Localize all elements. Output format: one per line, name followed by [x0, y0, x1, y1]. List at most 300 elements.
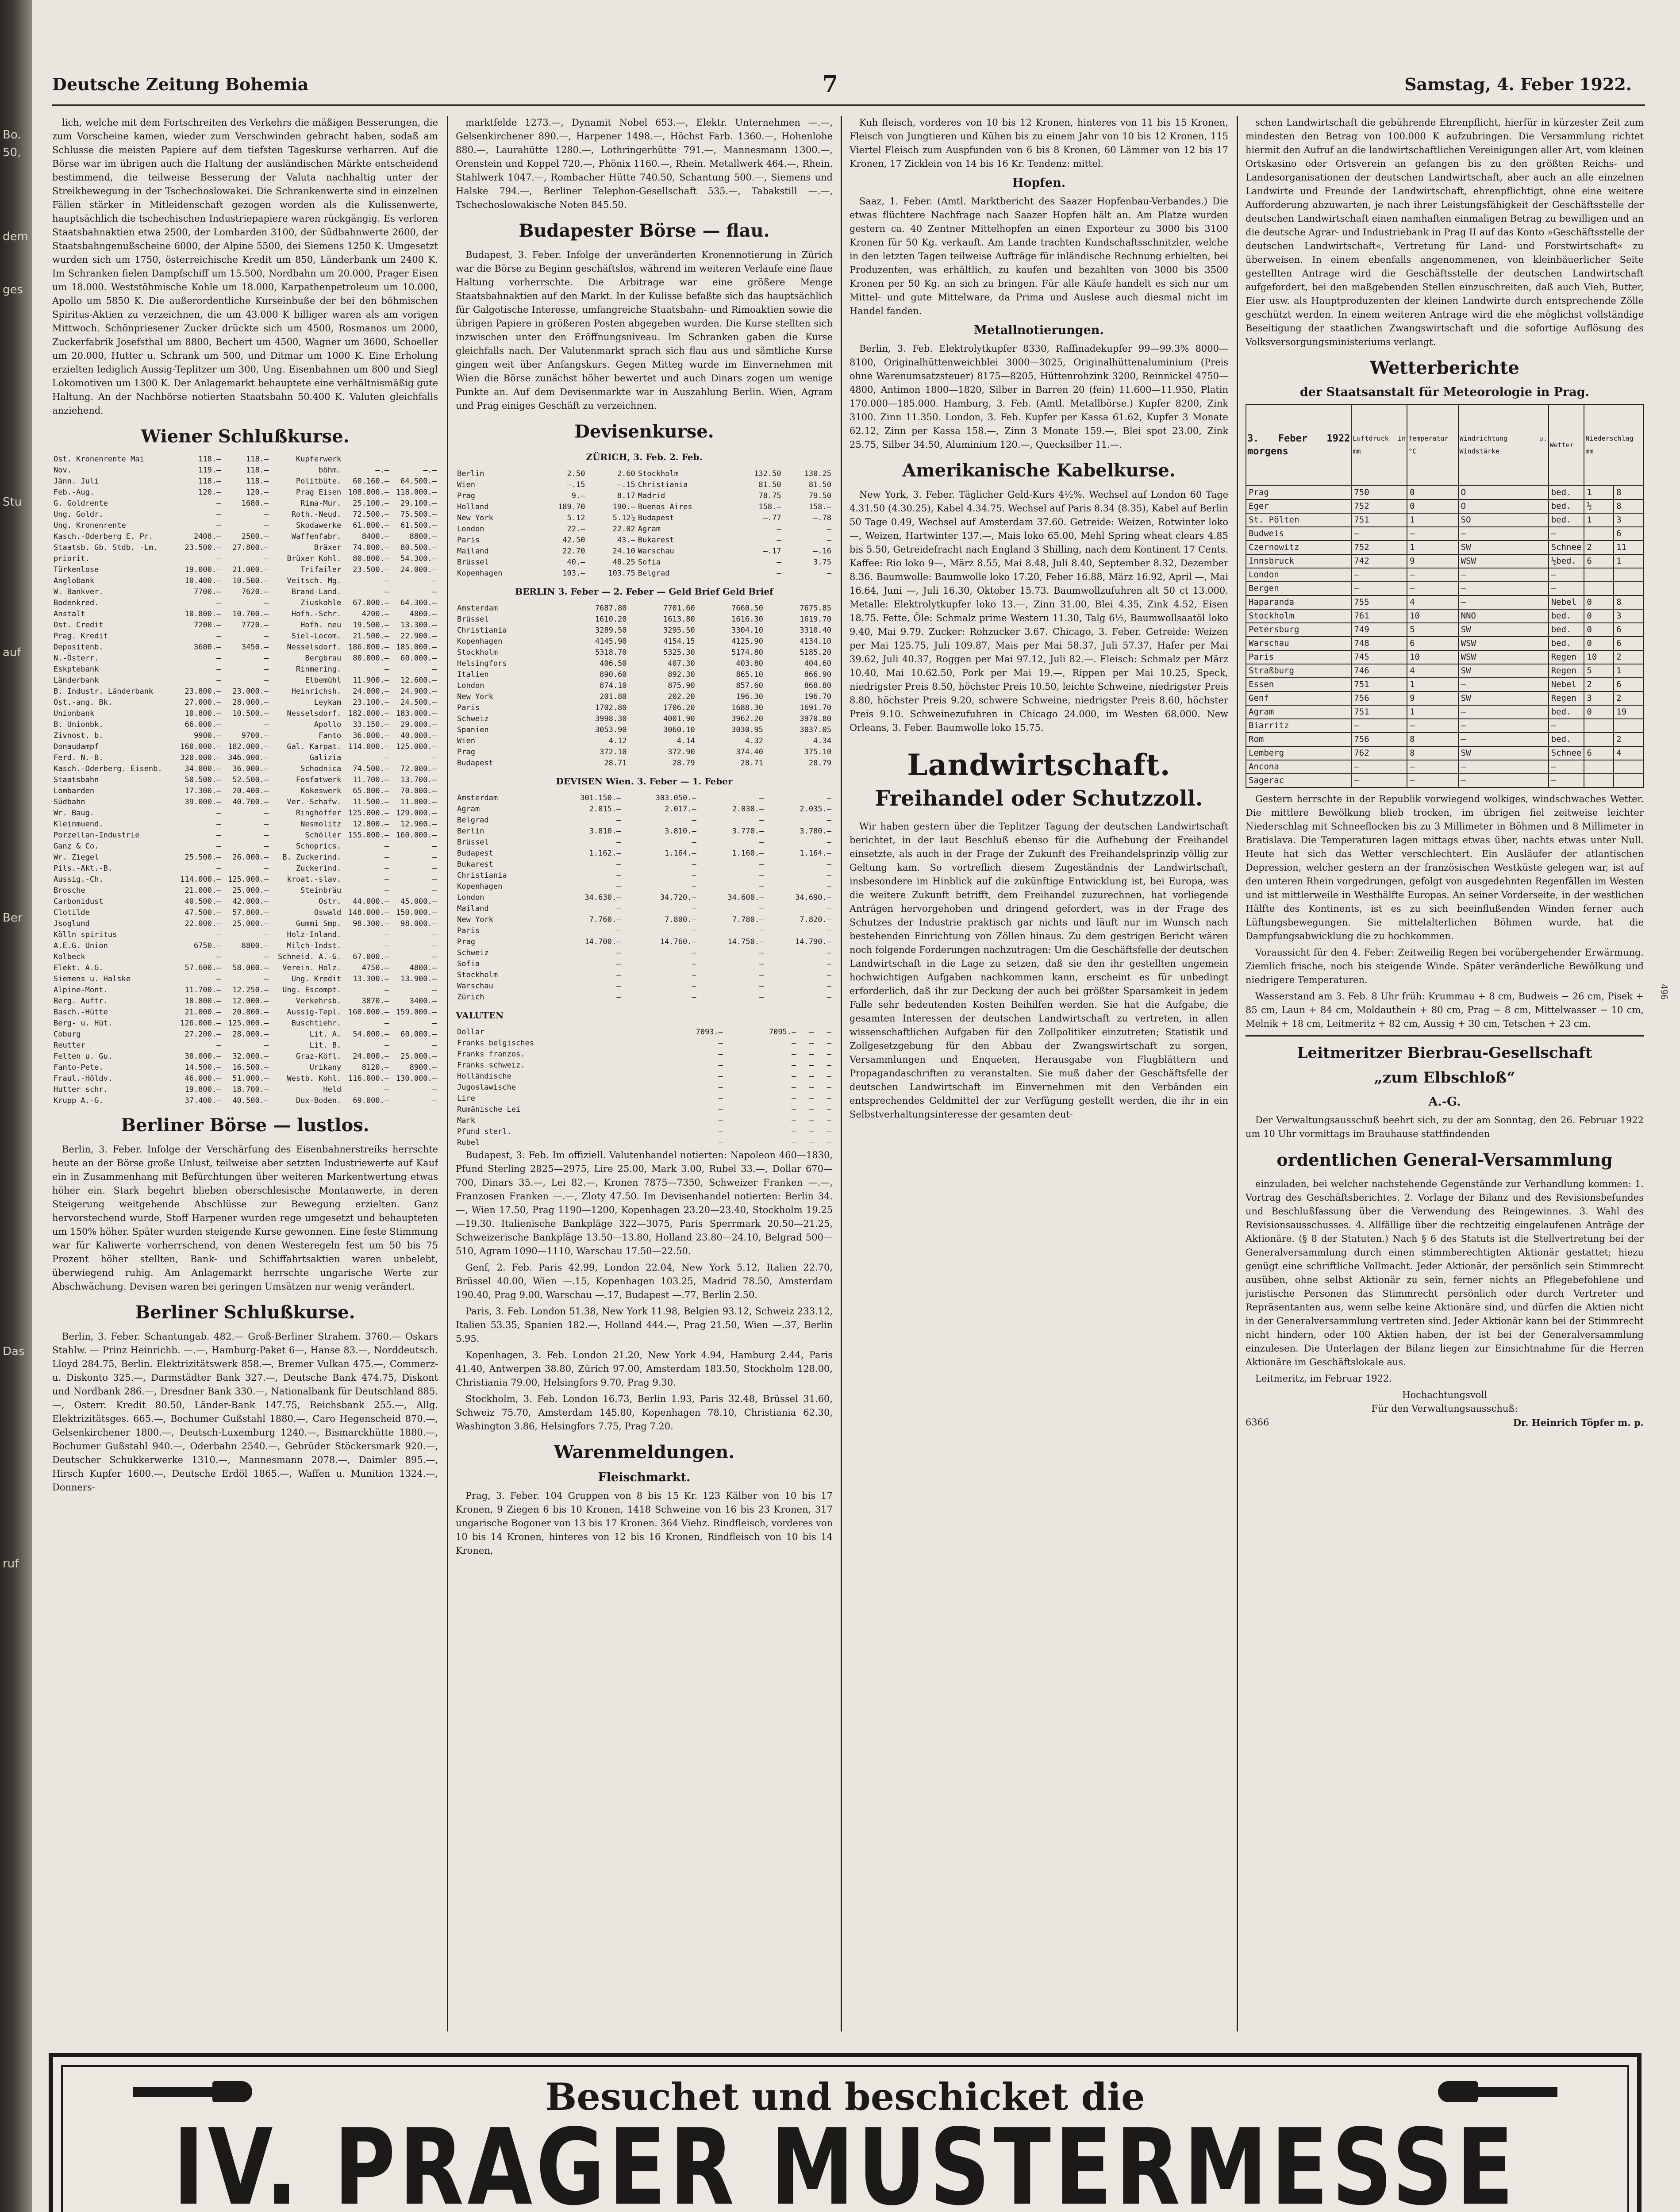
table-cell: 23.500.— — [353, 565, 389, 574]
notice-text: Der Verwaltungsausschuß beehrt sich, zu der am Sonntag, den 26. Februar 1922 um 10 Uhr vormittags im Brauhause stattfindenden — [1246, 1115, 1644, 1139]
table-cell: — — [692, 949, 696, 957]
table-row — [52, 1018, 438, 1029]
table-row — [52, 631, 438, 642]
table-cell: Berg- u. Hüt. — [54, 1019, 113, 1028]
table-row — [456, 1038, 833, 1049]
table-cell: 1 — [1584, 486, 1614, 499]
table-row — [456, 625, 833, 636]
table-cell: Eskptebank — [54, 665, 99, 674]
meat-market-continued: Kuh fleisch, vorderes von 10 bis 12 Kronen, hinteres von 11 bis 15 Kronen, Fleisch von Jungtieren und Kühen bis zu einem Jahr von 10 bis 12 Kronen, 115 Viertel Fleisch zum Auspfunden von 6 bis 8 Kronen, 60 Lämmer von 12 bis 17 Kronen, 17 Zicklein von 14 bis 16 Kr. Tendenz: mittel. — [850, 117, 1228, 169]
table-cell: — — [759, 794, 764, 803]
table-cell: Verkehrsb. — [296, 997, 342, 1006]
table-cell: — — [216, 809, 221, 818]
table-cell: — — [1549, 582, 1584, 595]
table-cell: Italien — [457, 670, 489, 679]
table-cell: — — [432, 941, 437, 950]
table-row — [52, 753, 438, 764]
table-cell: — — [264, 809, 269, 818]
table-cell: Türkenlose — [54, 565, 99, 574]
table-cell: 874.10 — [600, 681, 627, 690]
table-cell: 74.000.— — [353, 543, 389, 552]
masthead-title: Deutsche Zeitung Bohemia — [52, 74, 309, 94]
table-cell: Paris — [457, 536, 480, 545]
table-cell: Paris — [1246, 650, 1351, 664]
table-row — [52, 830, 438, 841]
table-cell: 13.300.— — [400, 621, 437, 630]
table-cell: 114.000.— — [180, 875, 221, 884]
table-cell: — — [759, 982, 764, 991]
table-cell: 756 — [1351, 691, 1407, 705]
table-cell: — — [809, 1094, 814, 1103]
table-cell: — — [384, 886, 389, 895]
table-cell: — — [384, 1085, 389, 1094]
table-cell: — — [1458, 582, 1549, 595]
table-cell: 751 — [1351, 705, 1407, 719]
notice-agenda-text: einzuladen, bei welcher nachstehende Gegenstände zur Verhandlung kommen: 1. Vortrag des Geschäftsberichtes. 2. Vorlage der Bilanz und des Revisionsbefundes und Beschlußfassung über die Verwendung des Reingewinnes. 3. Wahl des Revisionsausschusses. 4. Allfällige über die rechtzeitig eingelaufenen Anträge der Aktionäre. (§ 8 der Statuten.) Nach § 6 des Statuts ist die Stellvertretung bei der Generalversammlung durch einen stimmberechtigten Aktionär gestattet; hiezu genügt eine schriftliche Vollmacht. Jeder Aktionär, der persönlich sein Stimmrecht ausüben, ohne selbst Aktionär zu sein, ferner nichts an Pflegebefohlene und juristische Personen das Stimmrecht persönlich oder durch Vertreter und Repräsentanten aus, wenn selbe keine Aktionäre sind, und dürfen die Aktien nicht in der Generalversammlung vertreten sind. Jeder Aktionär kann bei der Stimmrecht nicht hindern, oder 100 Aktien haben, der ist bei der Generalversammlung einzulesen. Die Unterlagen der Bilanz liegen zur Einsichtnahme für die Herren Aktionäre im Geschäftslokale aus. — [1246, 1179, 1644, 1367]
table-cell: Prag — [1246, 486, 1351, 499]
water-level-text: Wasserstand am 3. Feb. 8 Uhr früh: Krummau + 8 cm, Budweis − 26 cm, Pisek + 85 cm, Laun + 84 cm, Moldauthein + 80 cm, Prag − 8 cm, Mittelwasser − 10 cm, Melnik + 18 cm, Leitmeritz + 82 cm, Aussig + 30 cm, Tetschen + 23 cm. — [1246, 991, 1644, 1029]
table-cell: 22.02 — [612, 525, 635, 534]
table-cell: Rumänische Lei — [457, 1105, 521, 1114]
table-row — [52, 476, 438, 487]
table-row — [52, 885, 438, 896]
table-cell: Nebel — [1549, 595, 1584, 609]
table-cell: 201.80 — [600, 692, 627, 701]
table-cell: 5 — [1584, 664, 1614, 678]
table-cell: NNO — [1458, 609, 1549, 623]
table-cell: — — [809, 1105, 814, 1114]
table-cell: Nesmolitz — [300, 820, 342, 829]
table-cell: Petersburg — [1246, 623, 1351, 637]
table-cell: 4800.— — [409, 964, 437, 972]
table-cell: 61.500.— — [400, 521, 437, 530]
table-cell: 28.71 — [740, 759, 763, 768]
table-cell: Nebel — [1549, 678, 1584, 691]
table-row — [456, 1082, 833, 1093]
table-cell: 40.500.— — [232, 1096, 269, 1105]
table-cell: —.77 — [763, 514, 781, 522]
table-cell: — — [384, 753, 389, 762]
table-cell: 5185.20 — [800, 648, 831, 657]
table-cell: —.15 — [617, 480, 635, 489]
table-cell: St. Pölten — [1246, 513, 1351, 527]
agriculture-heading: Landwirtschaft. — [907, 748, 1171, 782]
table-cell: 1706.20 — [663, 703, 695, 712]
table-cell: Paris — [457, 703, 480, 712]
table-cell: Jänn. Juli — [54, 477, 99, 486]
table-cell: 186.000.— — [348, 643, 389, 652]
table-cell: 28.000.— — [232, 698, 269, 707]
table-row — [52, 907, 438, 918]
table-cell: Prag — [457, 492, 475, 500]
table-cell: — — [1407, 774, 1458, 787]
table-cell: 12.250.— — [232, 986, 269, 995]
table-cell: Prag — [457, 937, 475, 946]
table-cell: Depositenb. — [54, 643, 104, 652]
table-cell: — — [1549, 527, 1584, 541]
table-cell: Ung. Kronenrente — [54, 521, 126, 530]
table-cell: 320.000.— — [180, 753, 221, 762]
table-cell: — — [1458, 733, 1549, 746]
table-cell: Coburg — [54, 1030, 81, 1039]
table-cell: — — [432, 986, 437, 995]
table-cell: 72.500.— — [353, 510, 389, 519]
table-cell: 118.— — [198, 455, 221, 464]
table-cell: 125.000.— — [348, 809, 389, 818]
table-cell: 26.000.— — [232, 853, 269, 862]
table-cell: 24.10 — [612, 547, 635, 556]
table-cell: 7.760.— — [589, 915, 621, 924]
table-cell: — — [432, 1096, 437, 1105]
table-cell: —.17 — [763, 547, 781, 556]
table-cell: Fanto-Pete. — [54, 1063, 104, 1072]
table-row — [1246, 513, 1643, 527]
table-cell: 8800.— — [409, 532, 437, 541]
table-cell: — — [809, 1138, 814, 1147]
table-cell: — — [216, 499, 221, 508]
table-cell: 34.690.— — [795, 893, 831, 902]
table-cell: — — [616, 860, 621, 869]
table-cell: Galizia — [309, 753, 342, 762]
table-cell: 42.50 — [562, 536, 585, 545]
genf-quotes-text: Genf, 2. Feb. Paris 42.99, London 22.04, New York 5.12, Italien 22.70, Brüssel 40.00, Wien —.15, Kopenhagen 103.25, Madrid 78.50, Amsterdam 190.40, Prag 9.00, Warschau —.17, Budapest —.77, Berlin 2.50. — [456, 1262, 833, 1300]
table-cell: — — [1458, 568, 1549, 582]
table-cell: 303.050.— — [655, 794, 696, 803]
section-heading: Wetterberichte — [1370, 357, 1519, 378]
table-cell — [1584, 527, 1614, 541]
table-cell: 11.700.— — [185, 986, 221, 995]
table-cell: 160.000.— — [348, 1008, 389, 1017]
table-row — [52, 565, 438, 576]
table-row — [52, 974, 438, 985]
table-row — [456, 859, 833, 870]
table-cell: — — [827, 904, 831, 913]
table-cell: Held — [323, 1085, 342, 1094]
table-cell: 1610.20 — [595, 615, 627, 624]
table-cell: 10.800.— — [185, 709, 221, 718]
table-cell: Lemberg — [1246, 746, 1351, 760]
table-row — [52, 985, 438, 996]
table-row — [52, 697, 438, 708]
table-cell: — — [1351, 568, 1407, 582]
table-cell: Buschtiehr. — [291, 1019, 342, 1028]
table-cell: — — [1549, 774, 1584, 787]
table-cell: — — [216, 1041, 221, 1050]
table-cell: Staatsbahn — [54, 776, 99, 784]
table-row — [52, 1029, 438, 1040]
table-cell: 74.500.— — [353, 764, 389, 773]
table-row — [52, 576, 438, 587]
table-cell: 39.000.— — [185, 798, 221, 806]
table-cell: 8800.— — [241, 941, 269, 950]
section-heading: Amerikanische Kabelkurse. — [902, 460, 1176, 481]
table-row — [1246, 568, 1643, 582]
table-cell: 3400.— — [409, 997, 437, 1006]
table-cell: Kasch.-Oderberg. Eisenb. — [54, 764, 162, 773]
table-cell: Basch.-Hütte — [54, 1008, 108, 1017]
table-cell: 4125.90 — [731, 637, 763, 646]
table-cell: — — [792, 1127, 796, 1136]
table-cell: 14.750.— — [727, 937, 764, 946]
table-cell: 65.800.— — [353, 787, 389, 795]
table-cell: 0 — [1584, 623, 1614, 637]
table-cell: Dux-Boden. — [296, 1096, 342, 1105]
table-cell: — — [718, 1050, 723, 1059]
table-cell: 3060.10 — [663, 726, 695, 734]
table-cell: — — [1458, 719, 1549, 733]
table-cell: — — [432, 930, 437, 939]
table-cell: — — [718, 1072, 723, 1081]
table-cell: — — [792, 1072, 796, 1081]
table-cell: — — [809, 1050, 814, 1059]
table-cell: — — [809, 1083, 814, 1092]
table-cell: Belgrad — [638, 569, 670, 578]
table-cell: Schoprics. — [296, 842, 342, 851]
table-cell: 120.— — [246, 488, 269, 497]
table-cell: — — [432, 1041, 437, 1050]
table-row — [52, 542, 438, 553]
table-cell: 5.12 — [567, 514, 585, 522]
table-cell: 868.80 — [804, 681, 831, 690]
table-cell: — — [718, 1105, 723, 1114]
table-cell: SO — [1458, 513, 1549, 527]
table-row — [456, 546, 833, 557]
table-cell: — — [216, 510, 221, 519]
table-cell: Alpine-Mont. — [54, 986, 108, 995]
table-cell: Kupferwerk — [296, 455, 342, 464]
table-cell: 10 — [1584, 650, 1614, 664]
table-row — [456, 491, 833, 502]
table-cell: 2 — [1584, 541, 1614, 554]
table-row — [456, 881, 833, 892]
table-cell: Gal. Karpat. — [287, 742, 342, 751]
table-cell: Jsoglund — [54, 919, 90, 928]
table-cell: Länderbank — [54, 676, 99, 685]
table-cell: Stockholm — [638, 469, 679, 478]
table-cell: — — [692, 871, 696, 880]
table-cell: — — [264, 864, 269, 873]
table-cell: 2.017.— — [665, 805, 696, 814]
table-cell: — — [616, 816, 621, 825]
table-cell: — — [216, 952, 221, 961]
table-cell: 54.000.— — [353, 1030, 389, 1039]
table-cell: Veitsch. Mg. — [287, 576, 342, 585]
table-cell: 125.000.— — [228, 1019, 269, 1028]
table-cell: 22.900.— — [400, 632, 437, 641]
table-cell: — — [616, 960, 621, 968]
table-cell: 4200.— — [361, 610, 389, 618]
table-cell: 755 — [1351, 595, 1407, 609]
table-cell: 2 — [1614, 733, 1643, 746]
table-row — [456, 535, 833, 546]
table-cell: 3962.20 — [731, 714, 763, 723]
table-cell: Felten u. Gu. — [54, 1052, 113, 1061]
weather-table — [1246, 404, 1644, 788]
table-row — [456, 1060, 833, 1071]
table-cell: 24.500.— — [400, 698, 437, 707]
table-cell: 7720.— — [241, 621, 269, 630]
table-cell: 116.000.— — [348, 1074, 389, 1083]
table-cell: Warschau — [1246, 637, 1351, 650]
table-cell: — — [384, 1041, 389, 1050]
table-cell: — — [384, 665, 389, 674]
table-cell: 4 — [1407, 595, 1458, 609]
table-cell: 6 — [1614, 527, 1643, 541]
table-cell: — — [432, 753, 437, 762]
table-row — [456, 793, 833, 804]
table-cell: — — [216, 864, 221, 873]
table-row — [52, 929, 438, 941]
table-cell: 865.10 — [736, 670, 763, 679]
table-cell: Holland — [457, 503, 489, 511]
table-cell: — — [616, 982, 621, 991]
table-cell: Ringhoffer — [296, 809, 342, 818]
section-heading: Berliner Schlußkurse. — [135, 1302, 355, 1323]
table-cell — [1584, 719, 1614, 733]
table-row — [52, 509, 438, 520]
table-cell: 125.000.— — [228, 875, 269, 884]
table-row — [456, 736, 833, 747]
table-cell: Waffenfabr. — [291, 532, 342, 541]
table-cell: — — [384, 864, 389, 873]
table-cell: Siel-Locom. — [291, 632, 342, 641]
section-heading: Budapester Börse — flau. — [519, 220, 770, 241]
table-cell: bed. — [1549, 733, 1584, 746]
table-cell: 64.300.— — [400, 599, 437, 607]
table-cell: bed. — [1549, 623, 1584, 637]
table-cell: 6 — [1584, 746, 1614, 760]
table-cell: Agram — [638, 525, 661, 534]
section-heading: Berliner Börse — lustlos. — [121, 1115, 369, 1136]
table-cell: 28.79 — [672, 759, 695, 768]
table-cell: Kopenhagen — [457, 882, 503, 891]
table-cell: — — [692, 982, 696, 991]
table-cell: SW — [1458, 664, 1549, 678]
table-cell: 159.000.— — [396, 1008, 437, 1017]
table-cell: 40.000.— — [400, 731, 437, 740]
table-cell: 374.40 — [736, 748, 763, 757]
table-cell: 40.700.— — [232, 798, 269, 806]
page-header — [52, 71, 1645, 99]
notice-heading-3: A.-G. — [1428, 1095, 1461, 1109]
table-cell: — — [1549, 760, 1584, 774]
table-cell: Hofh. neu — [300, 621, 342, 630]
table-cell: Franks belgisches — [457, 1039, 534, 1048]
table-cell: 3310.40 — [800, 626, 831, 635]
table-cell: 3.780.— — [800, 827, 831, 836]
table-cell: 346.000.— — [228, 753, 269, 762]
table-cell: Genf — [1246, 691, 1351, 705]
table-cell: 1 — [1614, 664, 1643, 678]
table-cell: 58.000.— — [232, 964, 269, 972]
table-cell: 751 — [1351, 678, 1407, 691]
table-row — [52, 498, 438, 509]
table-cell: 27.000.— — [185, 698, 221, 707]
table-cell: 4 — [1407, 664, 1458, 678]
table-cell: 51.000.— — [232, 1074, 269, 1083]
table-cell: — — [1458, 774, 1549, 787]
table-cell: 10 — [1407, 650, 1458, 664]
table-cell: Roth.-Neud. — [291, 510, 342, 519]
table-cell: 4.32 — [745, 737, 763, 745]
table-cell: — — [432, 665, 437, 674]
table-cell: London — [457, 681, 484, 690]
table-cell: 12.900.— — [400, 820, 437, 829]
table-cell: Helsingfors — [457, 659, 507, 668]
table-cell: 0 — [1584, 705, 1614, 719]
table-cell: — — [827, 1039, 831, 1048]
page-number: 7 — [822, 71, 838, 98]
table-cell: 2408.— — [193, 532, 221, 541]
table-cell: Bodenkred. — [54, 599, 99, 607]
table-cell: Elbemühl — [305, 676, 342, 685]
vienna-quotes-table — [52, 454, 438, 1106]
table-row — [1246, 746, 1643, 760]
table-cell: SW — [1458, 541, 1549, 554]
table-cell: Brüssel — [457, 558, 489, 567]
table-cell: 4.34 — [813, 737, 831, 745]
table-cell: Christiania — [638, 480, 688, 489]
weather-col-header: Luftdruck in mm — [1351, 404, 1407, 486]
table-cell: Reutter — [54, 1041, 85, 1050]
table-row — [1246, 527, 1643, 541]
table-cell: 44.000.— — [353, 897, 389, 906]
table-cell: — — [216, 665, 221, 674]
table-cell: Prag Eisen — [296, 488, 342, 497]
table-cell: — — [759, 926, 764, 935]
table-cell: 301.150.— — [580, 794, 621, 803]
table-cell: 12.800.— — [353, 820, 389, 829]
table-row — [52, 952, 438, 963]
table-cell: Haparanda — [1246, 595, 1351, 609]
table-cell: 0 — [1584, 637, 1614, 650]
table-cell: 3289.50 — [595, 626, 627, 635]
table-row — [456, 557, 833, 568]
table-cell: Ancona — [1246, 760, 1351, 774]
table-cell: Bukarest — [457, 860, 493, 869]
table-cell: — — [384, 986, 389, 995]
table-cell: — — [384, 853, 389, 862]
table-cell: Ganz & Co. — [54, 842, 99, 851]
table-cell: 407.30 — [668, 659, 695, 668]
table-cell: 4134.10 — [800, 637, 831, 646]
table-row — [52, 996, 438, 1007]
table-cell: 1.162.— — [589, 849, 621, 858]
table-cell: 3.770.— — [732, 827, 764, 836]
table-cell: — — [384, 576, 389, 585]
table-cell: Schneid. A.-G. — [277, 952, 342, 961]
table-cell: 3030.95 — [731, 726, 763, 734]
table-cell: 10.700.— — [232, 610, 269, 618]
table-cell: 34.630.— — [584, 893, 621, 902]
budapest-report-text: Budapest, 3. Feber. Infolge der unveränderten Kronennotierung in Zürich war die Börse zu Beginn geschäftslos, während im weiteren Verlaufe eine flaue Haltung vorherrschte. Die Arbitrage war eine größere Menge Staatsbahnaktien auf den Markt. In der Kulisse befaßte sich das hauptsächlich für Galgotische Interesse, umfangreiche Staatsbahn- und Rimoaktien sowie die übrigen Papiere in größeren Posten abgegeben wurden. Die Kurse stellten sich inzwischen unter den Eröffnungsniveau. Im Schranken gaben die Kurse gleichfalls nach. Der Valutenmarkt sprach sich flau aus und sämtliche Kurse gingen weit über Anfangskurs. Gegen Mitteg wurde im Einvernehmen mit Wien die Börse zunächst höher bewertet und auch Dinars zogen um wenige Punkte an. Auf dem Devisenmarkte war in Auszahlung Berlin. Wien, Agram und Prag einiges Geschäft zu verzeichnen. — [456, 250, 833, 411]
header-rule — [52, 104, 1645, 106]
section-heading: Metallnotierungen. — [974, 323, 1104, 337]
table-cell: — — [432, 875, 437, 884]
table-cell: 27.800.— — [232, 543, 269, 552]
section-subheading: Fleischmarkt. — [598, 1471, 691, 1484]
table-cell: 10.400.— — [185, 576, 221, 585]
table-cell: Zuckerind. — [296, 864, 342, 873]
table-cell: — — [692, 993, 696, 1002]
table-row — [52, 487, 438, 498]
table-cell — [1614, 568, 1643, 582]
table-cell: Wien — [457, 480, 475, 489]
table-row — [52, 741, 438, 753]
table-cell: Ost.-ang. Bk. — [54, 698, 113, 707]
table-cell: 1613.80 — [663, 615, 695, 624]
table-cell: 2500.— — [241, 532, 269, 541]
